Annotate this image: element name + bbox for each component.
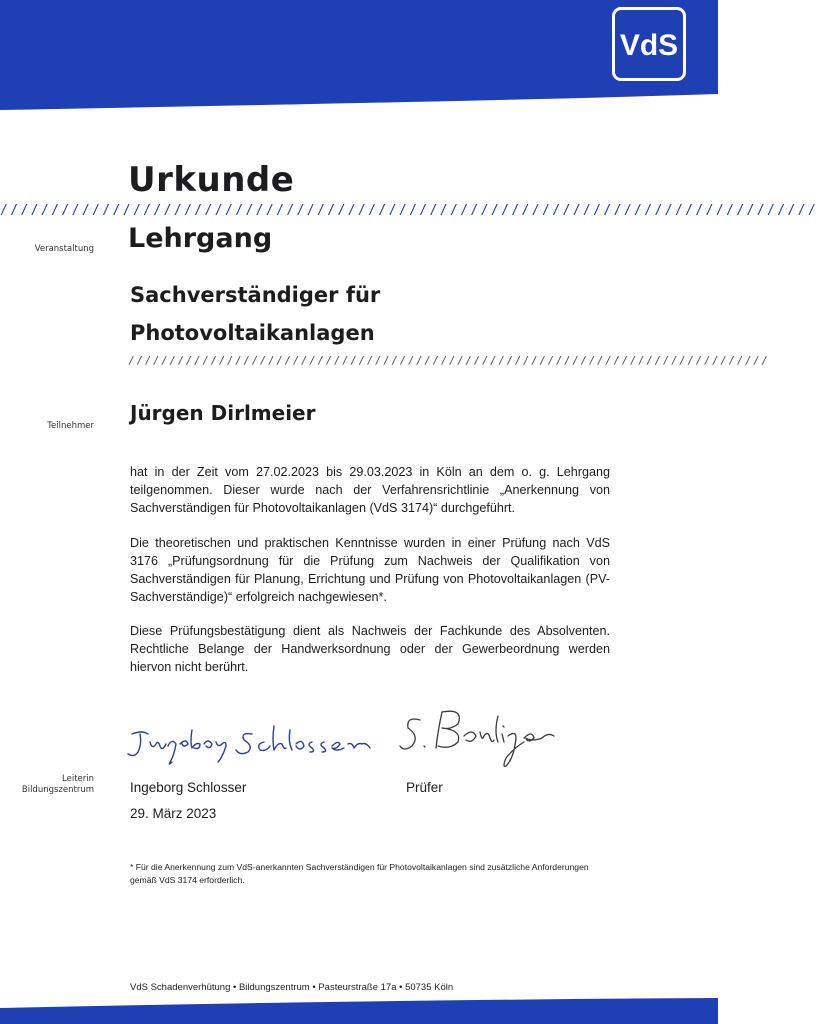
- body-paragraph: hat in der Zeit vom 27.02.2023 bis 29.03.2023 in Köln an dem o. g. Lehrgang teilgenommen. Dieser wurde nach der Verfahrensrichtlinie „Anerkennung von Sachverständigen für Photovoltaikanlagen (VdS 3174)“ durchgeführt.: [130, 465, 610, 515]
- course-name: [130, 276, 610, 352]
- participant-label: Teilnehmer: [47, 421, 94, 431]
- course-heading: Lehrgang: [128, 223, 273, 254]
- body-paragraph: Diese Prüfungsbestätigung dient als Nachweis der Fachkunde des Absolventen. Rechtliche Belange der Handwerksordnung oder der Gewerbeordnung werden hiervon nicht berührt.: [130, 624, 610, 674]
- body-paragraph: Die theoretischen und praktischen Kenntnisse wurden in einer Prüfung nach VdS 3176 „Prüfungsordnung für die Prüfung zum Nachweis der Qualifikation von Sachverständigen für Planung, Errichtung und Prüfung von Photovoltaikanlagen (PV-Sachverständige)“ erfolgreich nachgewiesen*.: [130, 536, 610, 604]
- participant-name: Jürgen Dirlmeier: [130, 401, 316, 425]
- header-band: [0, 0, 718, 112]
- leader-label: [22, 774, 94, 796]
- document-title: Urkunde: [128, 160, 295, 200]
- leader-label-line: Bildungszentrum: [21, 785, 94, 795]
- signed-date: 29. März 2023: [130, 806, 217, 821]
- examiner-label: Prüfer: [406, 780, 443, 795]
- decorative-divider: ////////////////////////////////////////////////////////////////////////////////: [0, 203, 818, 218]
- vds-logo: [612, 7, 686, 81]
- footer-band: [0, 998, 718, 1024]
- vds-logo-text: VdS: [619, 29, 679, 62]
- course-name-line: Photovoltaikanlagen: [130, 321, 375, 345]
- footnote: * Für die Anerkennung zum VdS-anerkannten Sachverständigen für Photovoltaikanlagen sind zusätzliche Anforderungen gemäß VdS 3174 erforderlich.: [130, 862, 589, 885]
- signature-examiner: [398, 702, 558, 772]
- course-name-line: Sachverständiger für: [130, 283, 381, 307]
- leader-label-line: Leiterin: [62, 774, 94, 784]
- section-divider: //////////////////////////////////////////////////////////////////////////////: [128, 354, 770, 367]
- footer-address: VdS Schadenverhütung • Bildungszentrum • Pasteurstraße 17a • 50735 Köln: [130, 982, 454, 993]
- signature-leader: [122, 712, 382, 772]
- course-label: Veranstaltung: [34, 244, 94, 254]
- signer-name: Ingeborg Schlosser: [130, 780, 247, 795]
